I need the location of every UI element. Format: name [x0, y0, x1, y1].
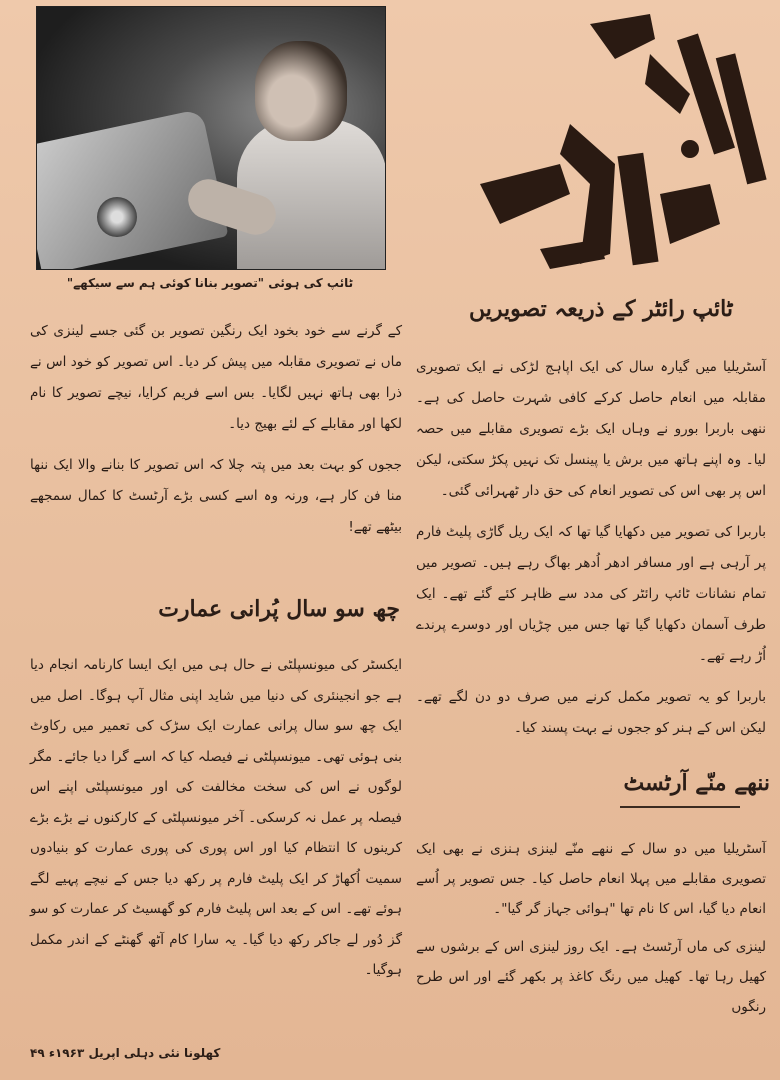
paragraph: آسٹریلیا میں گیارہ سال کی ایک اپاہج لڑکی نے ایک تصویری مقابلہ میں انعام حاصل کرکے کافی شہرت حاصل کی ہے۔ ننھی باربرا بورو نے وہاں ایک بڑے تصویری مقابلے میں حصہ لیا۔ وہ اپنے ہاتھ میں برش یا پینسل تک نہیں پکڑ سکتی، لیکن اس پر بھی اس کی تصویر انعام کی حق دار ٹھہرائی گئی۔ — [416, 359, 766, 499]
paragraph: آسٹریلیا میں دو سال کے ننھے منّے لینزی ہنزی نے بھی ایک تصویری مقابلے میں پہلا انعام حاصل کیا۔ جس تصویر پر اُسے انعام دیا گیا، اس کا نام تھا "ہوائی جہاز گر گیا"۔ — [416, 841, 766, 917]
right-column-article-1 — [416, 352, 766, 744]
paragraph: باربرا کی تصویر میں دکھایا گیا تھا کہ ایک ریل گاڑی پلیٹ فارم پر آرہی ہے اور مسافر ادھر اُدھر بھاگ رہے ہیں۔ تصویر میں تمام نشانات ٹائپ رائٹر کی مدد سے ظاہر کئے گئے تھے۔ ایک طرف آسمان دکھایا گیا تھا جس میں چڑیاں اور دوسرے پرندے اُڑ رہے تھے۔ — [416, 524, 766, 664]
left-column-article-3 — [30, 650, 402, 986]
typewriter-roller — [97, 197, 137, 237]
paragraph: کے گرنے سے خود بخود ایک رنگین تصویر بن گئی جسے لینزی کی ماں نے تصویری مقابلہ میں پیش کر دیا۔ اس تصویر کو خود اس نے ذرا بھی ہاتھ نہیں لگایا۔ بس اسے فریم کرایا، نیچے تصویر کا نام لکھا اور مقابلے کے لئے بھیج دیا۔ — [30, 323, 402, 432]
girl-head-shape — [255, 41, 347, 141]
photo-girl-at-typewriter — [36, 6, 386, 270]
heading-underline — [620, 806, 740, 808]
masthead-lettering-icon — [440, 14, 770, 284]
article-heading: ننھے منّے آرٹسٹ — [623, 770, 770, 796]
right-column-article-2 — [416, 834, 766, 1022]
paragraph: ایکسٹر کی میونسپلٹی نے حال ہی میں ایک ایسا کارنامہ انجام دیا ہے جو انجینئری کی دنیا میں شاید اپنی مثال آپ ہوگا۔ اصل میں ایک چھ سو سال پرانی عمارت ایک سڑک کی تعمیر میں رکاوٹ بنی ہوئی تھی۔ میونسپلٹی نے فیصلہ کیا کہ اسے گرا دیا جائے۔ مگر لوگوں نے اس کی سخت مخالفت کی اور میونسپلٹی اپنے اس فیصلہ پر عمل نہ کرسکی۔ آخر میونسپلٹی کے کارکنوں نے بڑے بڑے کرینوں کا انتظام کیا اور اس پوری کی پوری عمارت کو بنیادوں سمیت اُکھاڑ کر ایک پلیٹ فارم پر رکھ دیا جس کے نیچے پہیے لگے ہوئے تھے۔ اس کے بعد اس پلیٹ فارم کو گھسیٹ کر عمارت کو سو گز دُور لے جاکر رکھ دیا گیا۔ یہ سارا کام آٹھ گھنٹے کے اندر مکمل ہوگیا۔ — [30, 657, 402, 978]
paragraph: ججوں کو بہت بعد میں پتہ چلا کہ اس تصویر کا بنانے والا ایک ننھا منا فن کار ہے، ورنہ وہ اسے کسی بڑے آرٹسٹ کا کمال سمجھے بیٹھے تھے! — [30, 457, 402, 535]
paragraph: لینزی کی ماں آرٹسٹ ہے۔ ایک روز لینزی اس کے برشوں سے کھیل رہا تھا۔ کھیل میں رنگ کاغذ پر بکھر گئے اور اس طرح رنگوں — [416, 939, 766, 1015]
article-heading: چھ سو سال پُرانی عمارت — [158, 596, 400, 622]
page-footer: کھلونا نئی دہلی اپریل ۱۹۶۳ء ۴۹ — [30, 1046, 221, 1060]
paragraph: باربرا کو یہ تصویر مکمل کرنے میں صرف دو دن لگے تھے۔ لیکن اس کے ہنر کو ججوں نے بہت پسند کیا۔ — [416, 689, 766, 736]
left-column-continuation — [30, 316, 402, 543]
masthead-logo — [440, 14, 770, 284]
photo-caption: ٹائپ کی ہوئی "تصویر بنانا کوئی ہم سے سیکھے" — [66, 276, 354, 290]
article-heading: ٹائپ رائٹر کے ذریعہ تصویریں — [469, 296, 733, 322]
